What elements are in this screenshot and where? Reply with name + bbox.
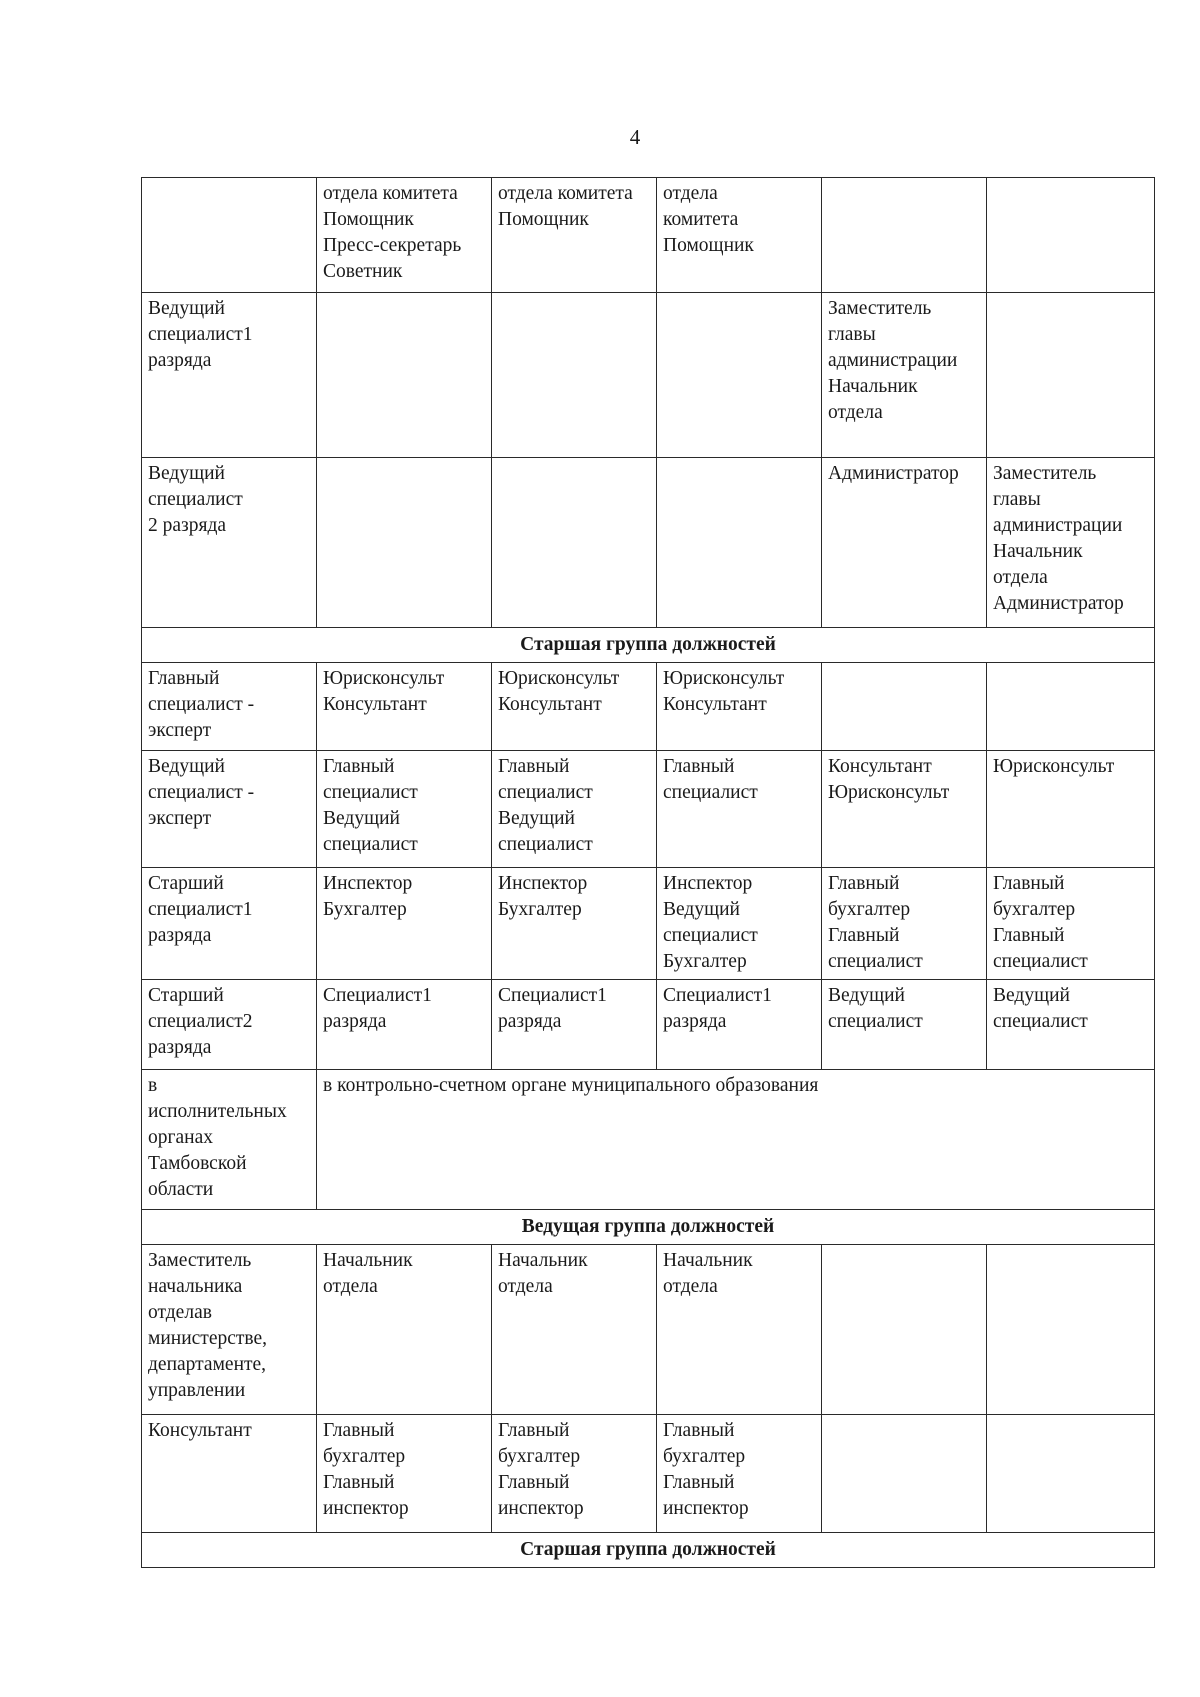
cell-text: бухгалтер xyxy=(828,899,911,920)
table-cell xyxy=(987,1245,1155,1415)
cell-text: Помощник xyxy=(498,209,589,230)
cell-text: Ведущий xyxy=(148,756,225,777)
cell-text: Администратор xyxy=(828,463,959,484)
cell-text: Инспектор xyxy=(498,873,588,894)
table-row xyxy=(142,980,1155,1070)
cell-text: Инспектор xyxy=(323,873,413,894)
table-cell xyxy=(822,663,987,751)
table-cell xyxy=(317,1070,1155,1210)
cell-text: Главный xyxy=(323,1472,395,1493)
section-heading: Старшая группа должностей xyxy=(142,628,1155,663)
table-cell xyxy=(822,1415,987,1533)
cell-text: Ведущий xyxy=(148,463,225,484)
cell-text: Главный xyxy=(993,873,1065,894)
cell-text: отдела комитета xyxy=(498,183,633,204)
table-row xyxy=(142,868,1155,980)
cell-text: Пресс-секретарь xyxy=(323,235,462,256)
table-row xyxy=(142,1415,1155,1533)
table-cell xyxy=(492,751,657,868)
cell-text: специалист xyxy=(828,1011,923,1032)
cell-text: Консультант xyxy=(323,694,427,715)
table-cell xyxy=(142,458,317,628)
table-cell xyxy=(657,293,822,458)
table-cell xyxy=(317,293,492,458)
cell-text: отдела xyxy=(323,1276,378,1297)
table-cell xyxy=(492,868,657,980)
cell-text: Ведущий xyxy=(498,808,575,829)
cell-text: Старший xyxy=(148,985,224,1006)
cell-text: эксперт xyxy=(148,808,212,829)
cell-text: Главный xyxy=(498,756,570,777)
table-cell xyxy=(317,663,492,751)
cell-text: специалист xyxy=(663,925,758,946)
cell-text: 1 xyxy=(597,985,607,1006)
cell-text: комитета xyxy=(663,209,739,230)
table-cell xyxy=(492,1245,657,1415)
cell-text: Помощник xyxy=(663,235,754,256)
cell-text: Главный xyxy=(498,1420,570,1441)
cell-text: специалист xyxy=(148,489,243,510)
table-cell xyxy=(317,178,492,293)
cell-text: в xyxy=(148,1075,158,1096)
cell-text: эксперт xyxy=(148,720,212,741)
cell-text: Консультант xyxy=(498,694,602,715)
table-row xyxy=(142,1070,1155,1210)
cell-text: Специалист xyxy=(323,985,423,1006)
cell-text: Старший xyxy=(148,873,224,894)
table-cell xyxy=(317,1415,492,1533)
table-row xyxy=(142,663,1155,751)
table-cell xyxy=(987,1415,1155,1533)
cell-text: специалист xyxy=(498,834,593,855)
cell-text: Юрисконсульт xyxy=(993,756,1115,777)
table-cell xyxy=(822,178,987,293)
table-cell xyxy=(987,980,1155,1070)
table-cell xyxy=(987,293,1155,458)
cell-text: Консультант xyxy=(148,1420,252,1441)
cell-text: разряда xyxy=(148,1037,212,1058)
table-cell xyxy=(492,980,657,1070)
cell-text: специалист xyxy=(323,782,418,803)
cell-text xyxy=(148,897,310,923)
positions-table xyxy=(141,177,1155,1568)
cell-text: Консультант xyxy=(828,756,932,777)
table-cell xyxy=(142,1070,317,1210)
table-cell xyxy=(822,980,987,1070)
table-cell xyxy=(657,980,822,1070)
table-cell xyxy=(142,663,317,751)
table-cell xyxy=(142,1415,317,1533)
page-number: 4 xyxy=(629,125,641,149)
cell-text: Начальник xyxy=(993,541,1083,562)
cell-text: Специалист xyxy=(663,985,763,1006)
section-heading: Ведущая группа должностей xyxy=(142,1210,1155,1245)
table-cell xyxy=(657,1245,822,1415)
cell-text: специалист xyxy=(663,782,758,803)
cell-text: Бухгалтер xyxy=(498,899,582,920)
table-cell xyxy=(657,178,822,293)
cell-text: специалист xyxy=(993,1011,1088,1032)
table-row xyxy=(142,458,1155,628)
cell-text xyxy=(323,983,485,1009)
cell-text: Главный xyxy=(663,1420,735,1441)
cell-text: Начальник xyxy=(663,1250,753,1271)
cell-text: отдела xyxy=(148,1302,203,1323)
table-cell xyxy=(317,1245,492,1415)
table-cell xyxy=(492,178,657,293)
cell-text: Ведущий xyxy=(828,985,905,1006)
cell-text: 1 xyxy=(242,899,253,920)
cell-text: бухгалтер xyxy=(498,1446,581,1467)
table-cell xyxy=(492,1415,657,1533)
table-cell xyxy=(657,458,822,628)
cell-text: Советник xyxy=(323,261,403,282)
cell-text: администрации xyxy=(828,350,958,371)
cell-text: 1 xyxy=(762,985,772,1006)
cell-text: администрации xyxy=(993,515,1123,536)
cell-text: главы xyxy=(993,489,1041,510)
cell-text: Администратор xyxy=(993,593,1124,614)
cell-text: департаменте, xyxy=(148,1354,267,1375)
cell-text: Главный xyxy=(663,1472,735,1493)
table-cell xyxy=(142,751,317,868)
cell-text: разряда xyxy=(323,1011,387,1032)
cell-text: специалист xyxy=(498,782,593,803)
table-cell xyxy=(492,293,657,458)
cell-text: бухгалтер xyxy=(993,899,1076,920)
cell-text: специалист xyxy=(148,1011,243,1032)
section-row xyxy=(142,628,1155,663)
table-cell xyxy=(987,663,1155,751)
table-cell xyxy=(142,980,317,1070)
cell-text: Главный xyxy=(663,756,735,777)
table-cell xyxy=(657,663,822,751)
cell-text: в xyxy=(202,1302,212,1323)
table-cell xyxy=(142,1245,317,1415)
cell-text: Тамбовской xyxy=(148,1153,247,1174)
table-cell xyxy=(987,751,1155,868)
cell-text: отдела комитета xyxy=(323,183,458,204)
cell-text: специалист - xyxy=(148,782,255,803)
cell-text xyxy=(148,1009,310,1035)
table-cell xyxy=(142,868,317,980)
table-cell xyxy=(317,868,492,980)
cell-text: инспектор xyxy=(323,1498,409,1519)
table-cell xyxy=(142,178,317,293)
table-cell xyxy=(822,751,987,868)
cell-text: Ведущий xyxy=(993,985,1070,1006)
cell-text: начальника xyxy=(148,1276,243,1297)
cell-text xyxy=(148,1300,310,1326)
table-cell xyxy=(492,458,657,628)
cell-text: специалист xyxy=(148,899,243,920)
cell-text: органах xyxy=(148,1127,213,1148)
table-row xyxy=(142,178,1155,293)
cell-text xyxy=(148,322,310,348)
cell-text: Главный xyxy=(148,668,220,689)
section-row xyxy=(142,1533,1155,1568)
section-row xyxy=(142,1210,1155,1245)
cell-text: бухгалтер xyxy=(323,1446,406,1467)
cell-text: специалист xyxy=(993,951,1088,972)
cell-text: Ведущий xyxy=(323,808,400,829)
cell-text: отдела xyxy=(993,567,1048,588)
cell-text: Заместитель xyxy=(993,463,1097,484)
cell-text: Главный xyxy=(323,1420,395,1441)
cell-text: в контрольно-счетном органе муниципального образования xyxy=(323,1075,819,1096)
cell-text: Начальник xyxy=(323,1250,413,1271)
cell-text: исполнительных xyxy=(148,1101,287,1122)
cell-text: Помощник xyxy=(323,209,414,230)
cell-text: Юрисконсульт xyxy=(323,668,445,689)
cell-text: 2 разряда xyxy=(148,515,227,536)
table-cell xyxy=(822,293,987,458)
table-row xyxy=(142,751,1155,868)
table-cell xyxy=(317,751,492,868)
table-cell xyxy=(987,458,1155,628)
cell-text xyxy=(663,983,815,1009)
cell-text: Бухгалтер xyxy=(323,899,407,920)
cell-text: Начальник xyxy=(828,376,918,397)
table-cell xyxy=(822,458,987,628)
cell-text: Специалист xyxy=(498,985,598,1006)
cell-text: управлении xyxy=(148,1380,246,1401)
cell-text: отдела xyxy=(663,1276,718,1297)
cell-text: отдела xyxy=(663,183,718,204)
table-cell xyxy=(657,868,822,980)
table-cell xyxy=(987,178,1155,293)
cell-text: Бухгалтер xyxy=(663,951,747,972)
table-cell xyxy=(657,751,822,868)
table-row xyxy=(142,293,1155,458)
cell-text: разряда xyxy=(663,1011,727,1032)
cell-text: инспектор xyxy=(663,1498,749,1519)
cell-text: Заместитель xyxy=(828,298,932,319)
cell-text: Главный xyxy=(828,925,900,946)
table-cell xyxy=(317,458,492,628)
cell-text: Начальник xyxy=(498,1250,588,1271)
cell-text: Юрисконсульт xyxy=(498,668,620,689)
table-cell xyxy=(657,1415,822,1533)
cell-text: Главный xyxy=(323,756,395,777)
cell-text: главы xyxy=(828,324,876,345)
table-row xyxy=(142,1245,1155,1415)
cell-text: Главный xyxy=(498,1472,570,1493)
cell-text: области xyxy=(148,1179,214,1200)
table-cell xyxy=(492,663,657,751)
table-cell xyxy=(822,1245,987,1415)
table-cell xyxy=(142,293,317,458)
cell-text: инспектор xyxy=(498,1498,584,1519)
table-cell xyxy=(317,980,492,1070)
cell-text: 1 xyxy=(422,985,432,1006)
cell-text: Главный xyxy=(828,873,900,894)
cell-text: Инспектор xyxy=(663,873,753,894)
cell-text: 2 xyxy=(242,1011,253,1032)
cell-text: Юрисконсульт xyxy=(828,782,950,803)
cell-text: отдела xyxy=(828,402,883,423)
cell-text: специалист - xyxy=(148,694,255,715)
cell-text: бухгалтер xyxy=(663,1446,746,1467)
section-heading: Старшая группа должностей xyxy=(142,1533,1155,1568)
cell-text: отдела xyxy=(498,1276,553,1297)
cell-text: разряда xyxy=(498,1011,562,1032)
cell-text: Ведущий xyxy=(663,899,740,920)
cell-text: Консультант xyxy=(663,694,767,715)
cell-text: Заместитель xyxy=(148,1250,252,1271)
cell-text: 1 xyxy=(242,324,253,345)
cell-text: Главный xyxy=(993,925,1065,946)
cell-text: разряда xyxy=(148,350,212,371)
cell-text: министерстве, xyxy=(148,1328,268,1349)
cell-text: специалист xyxy=(323,834,418,855)
cell-text: специалист xyxy=(148,324,243,345)
table-cell xyxy=(822,868,987,980)
cell-text: Юрисконсульт xyxy=(663,668,785,689)
cell-text: разряда xyxy=(148,925,212,946)
table-cell xyxy=(987,868,1155,980)
cell-text: специалист xyxy=(828,951,923,972)
cell-text: Ведущий xyxy=(148,298,225,319)
cell-text xyxy=(498,983,650,1009)
